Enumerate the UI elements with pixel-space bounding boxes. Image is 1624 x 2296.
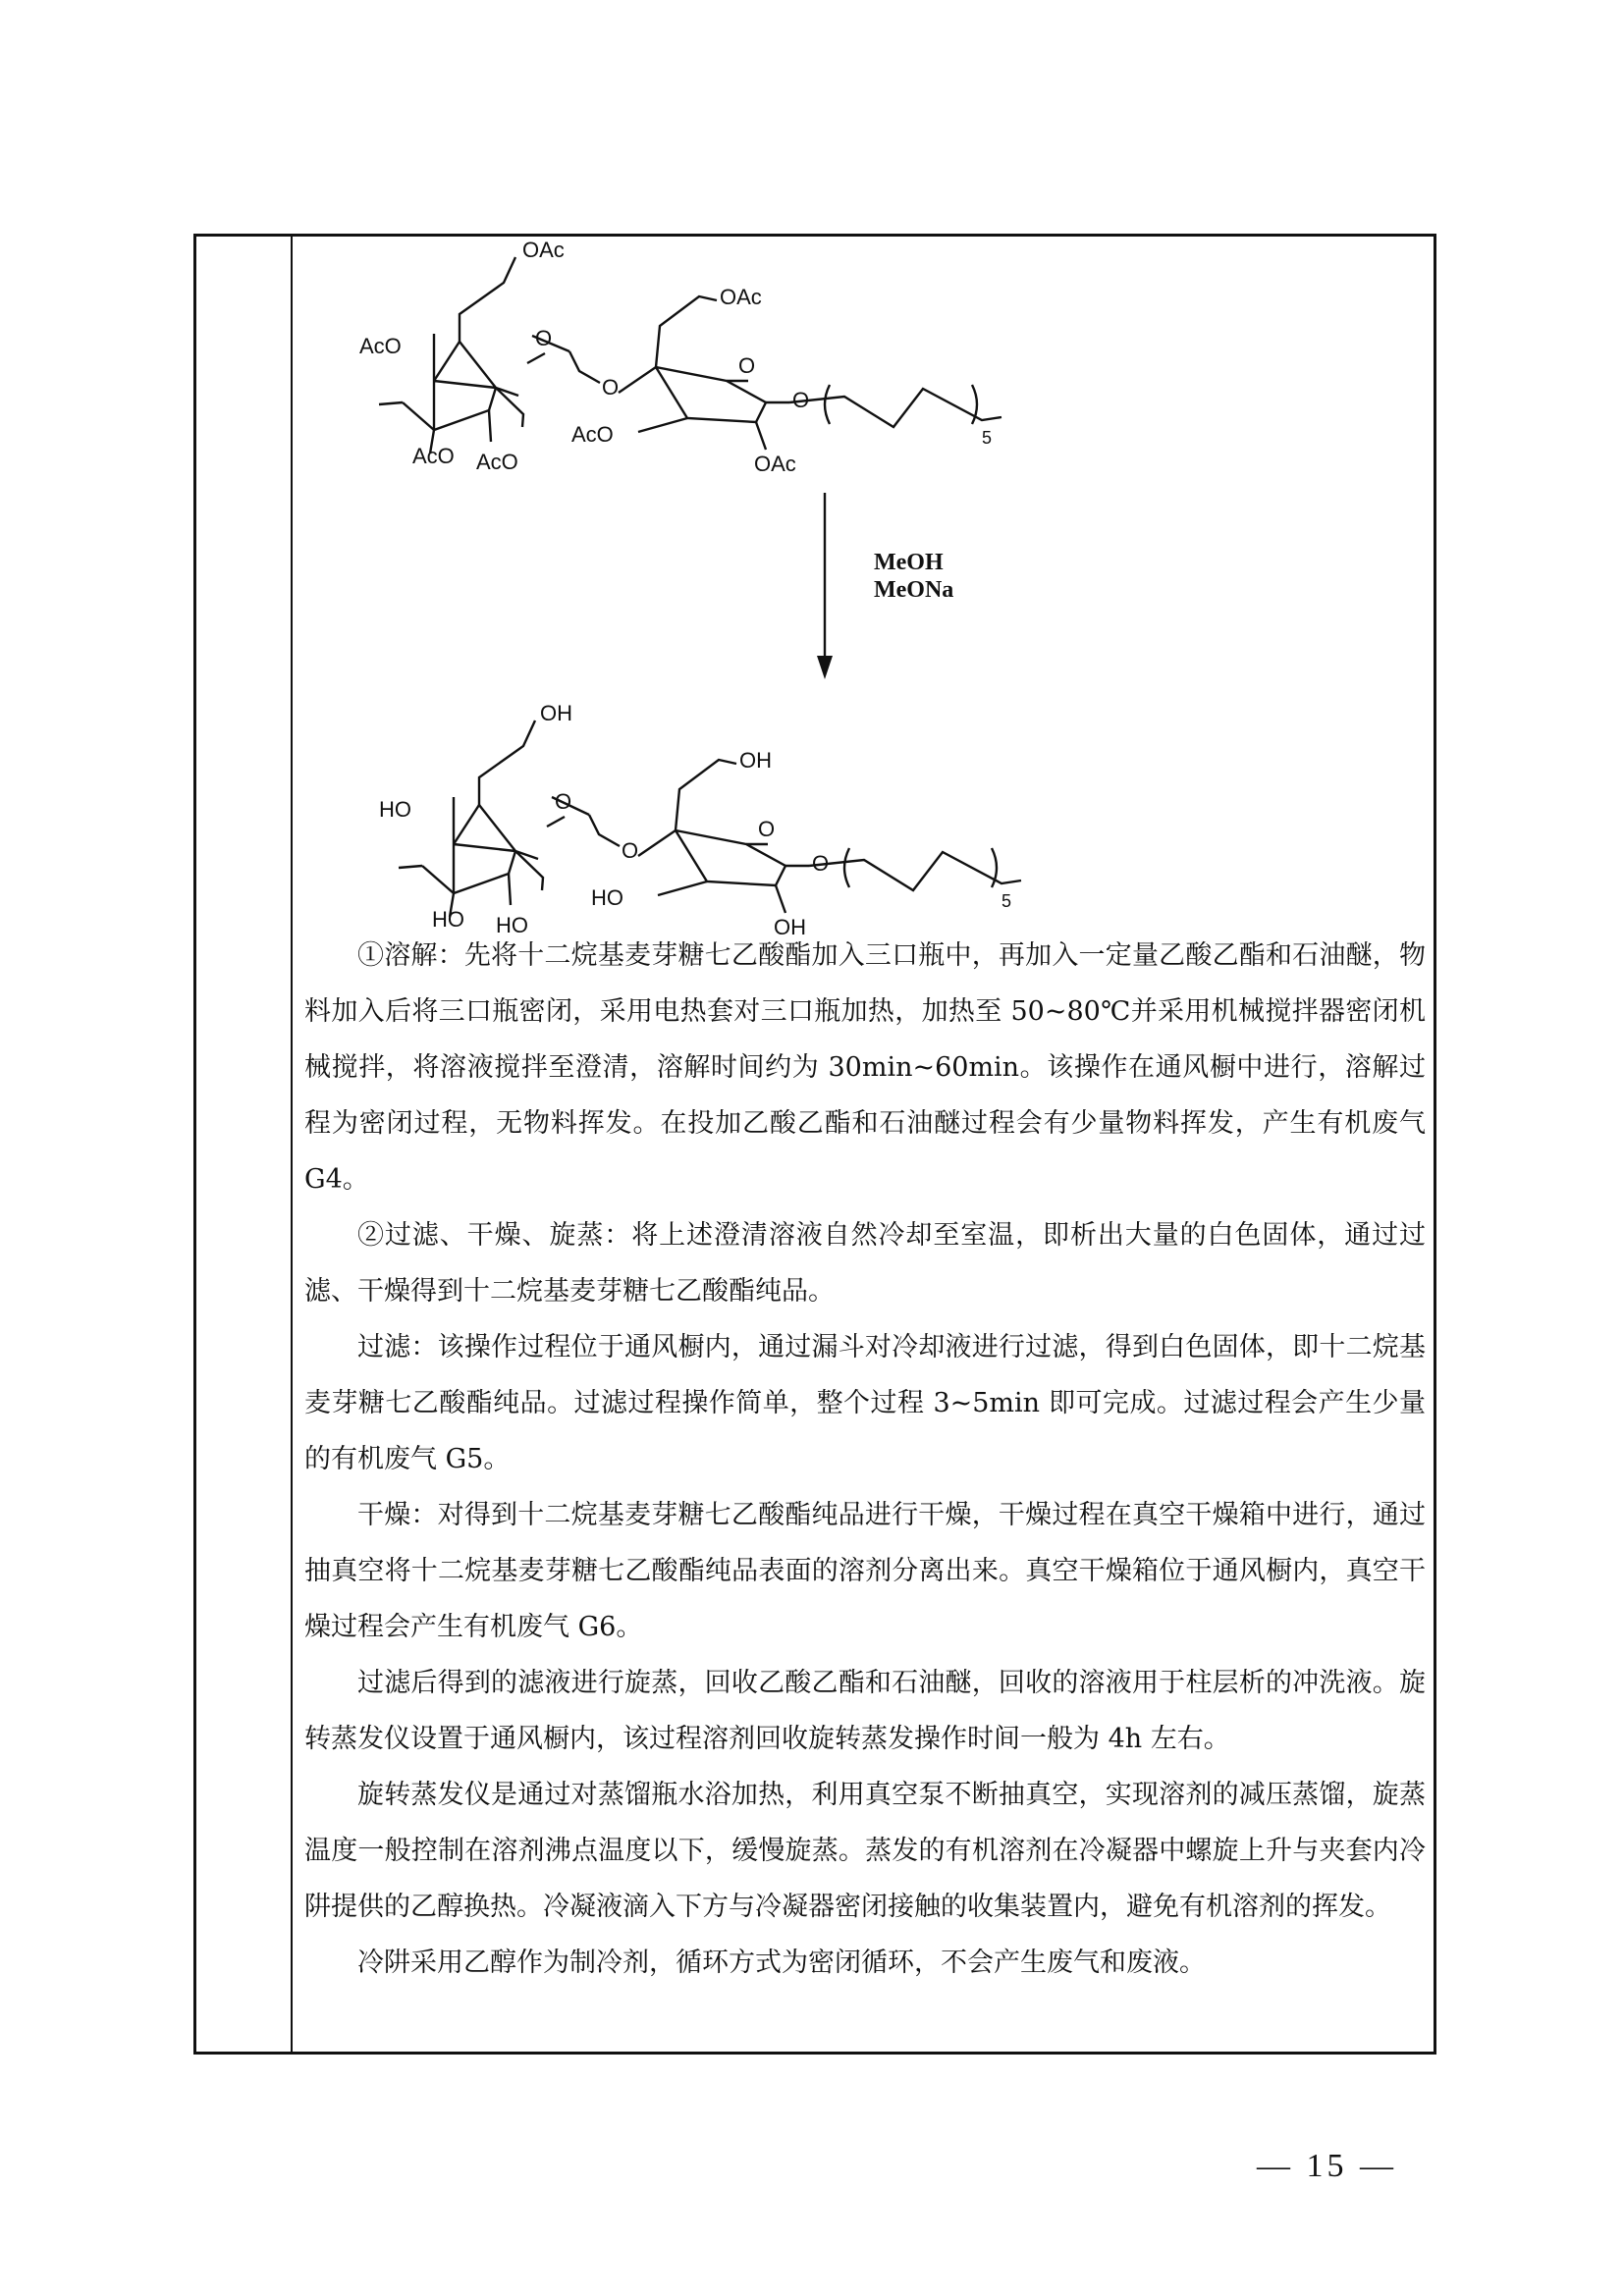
paragraph-rotary-evaporator: 旋转蒸发仪是通过对蒸馏瓶水浴加热，利用真空泵不断抽真空，实现溶剂的减压蒸馏，旋蒸温度一般控制在溶剂沸点温度以下，缓慢旋蒸。蒸发的有机溶剂在冷凝器中螺旋上升与夹套内冷阱提供的乙醇换热。冷凝液滴入下方与冷凝器密闭接触的收集装置内，避免有机溶剂的挥发。 [304,1780,1426,1922]
product-labels [379,701,1011,939]
page-number: — 15 — [1257,2148,1397,2184]
product-label-o: O [622,838,639,863]
product-label-oh: OH [774,915,806,939]
frame-column-divider [291,237,293,2052]
reactant-label-aco: AcO [359,334,402,358]
reactant-label-aco: AcO [476,450,518,474]
paragraph-cold-trap: 冷阱采用乙醇作为制冷剂，循环方式为密闭循环，不会产生废气和废液。 [357,1948,1206,1978]
product-label-o: O [812,851,830,876]
reactant-label-aco: AcO [412,444,455,468]
product-label-oh: OH [739,748,772,773]
product-label-o: O [758,817,776,841]
paragraph-filter-dry-evaporate: ②过滤、干燥、旋蒸：将上述澄清溶液自然冷却至室温，即析出大量的白色固体，通过过滤、干燥得到十二烷基麦芽糖七乙酸酯纯品。 [304,1220,1426,1307]
reactant-label-oac: OAc [754,452,796,476]
product-label-ho: HO [496,913,528,937]
product-label-o: O [555,789,572,814]
product-label-ho: HO [591,885,623,910]
paragraph-drying: 干燥：对得到十二烷基麦芽糖七乙酸酯纯品进行干燥，干燥过程在真空干燥箱中进行，通过抽真空将十二烷基麦芽糖七乙酸酯纯品表面的溶剂分离出来。真空干燥箱位于通风橱内，真空干燥过程会产生有机废气 G6。 [304,1500,1426,1642]
reagent-meoh: MeOH [874,550,944,575]
reactant-label-o: O [792,388,810,412]
reaction-scheme-svg [295,236,1326,939]
reactant-label-o: O [535,326,553,350]
reactant-label-o: O [738,353,756,378]
reagent-meona: MeONa [874,577,954,603]
paragraph-filtration: 过滤：该操作过程位于通风橱内，通过漏斗对冷却液进行过滤，得到白色固体，即十二烷基麦芽糖七乙酸酯纯品。过滤过程操作简单，整个过程 3~5min 即可完成。过滤过程会产生少量的有机废气 G5。 [304,1332,1426,1474]
reactant-label-aco: AcO [571,422,614,447]
product-bonds [399,721,1021,917]
product-subscript: 5 [1001,891,1012,911]
reactant-label-o: O [602,375,620,400]
reaction-arrow [817,493,833,679]
paragraph-filtrate-evaporation: 过滤后得到的滤液进行旋蒸，回收乙酸乙酯和石油醚，回收的溶液用于柱层析的冲洗液。旋转蒸发仪设置于通风橱内，该过程溶剂回收旋转蒸发操作时间一般为 4h 左右。 [304,1668,1426,1754]
product-label-ho: HO [379,797,411,822]
reactant-labels [359,238,992,476]
reactant-label-oac: OAc [720,285,762,309]
reactant-label-oac: OAc [522,238,565,262]
product-label-ho: HO [432,907,464,932]
reaction-scheme [295,236,1326,939]
paragraph-dissolution: ①溶解：先将十二烷基麦芽糖七乙酸酯加入三口瓶中，再加入一定量乙酸乙酯和石油醚，物料加入后将三口瓶密闭，采用电热套对三口瓶加热，加热至 50~80℃并采用机械搅拌器密闭机械搅拌，将溶液搅拌至澄清，溶解时间约为 30min~60min。该操作在通风橱中进行，溶解过程为密闭过程，无物料挥发。在投加乙酸乙酯和石油醚过程会有少量物料挥发，产生有机废气 G4。 [304,940,1426,1195]
reactant-subscript: 5 [982,428,993,448]
body-text [304,928,1426,1991]
product-label-oh: OH [540,701,572,725]
reactant-bonds [379,257,1001,454]
